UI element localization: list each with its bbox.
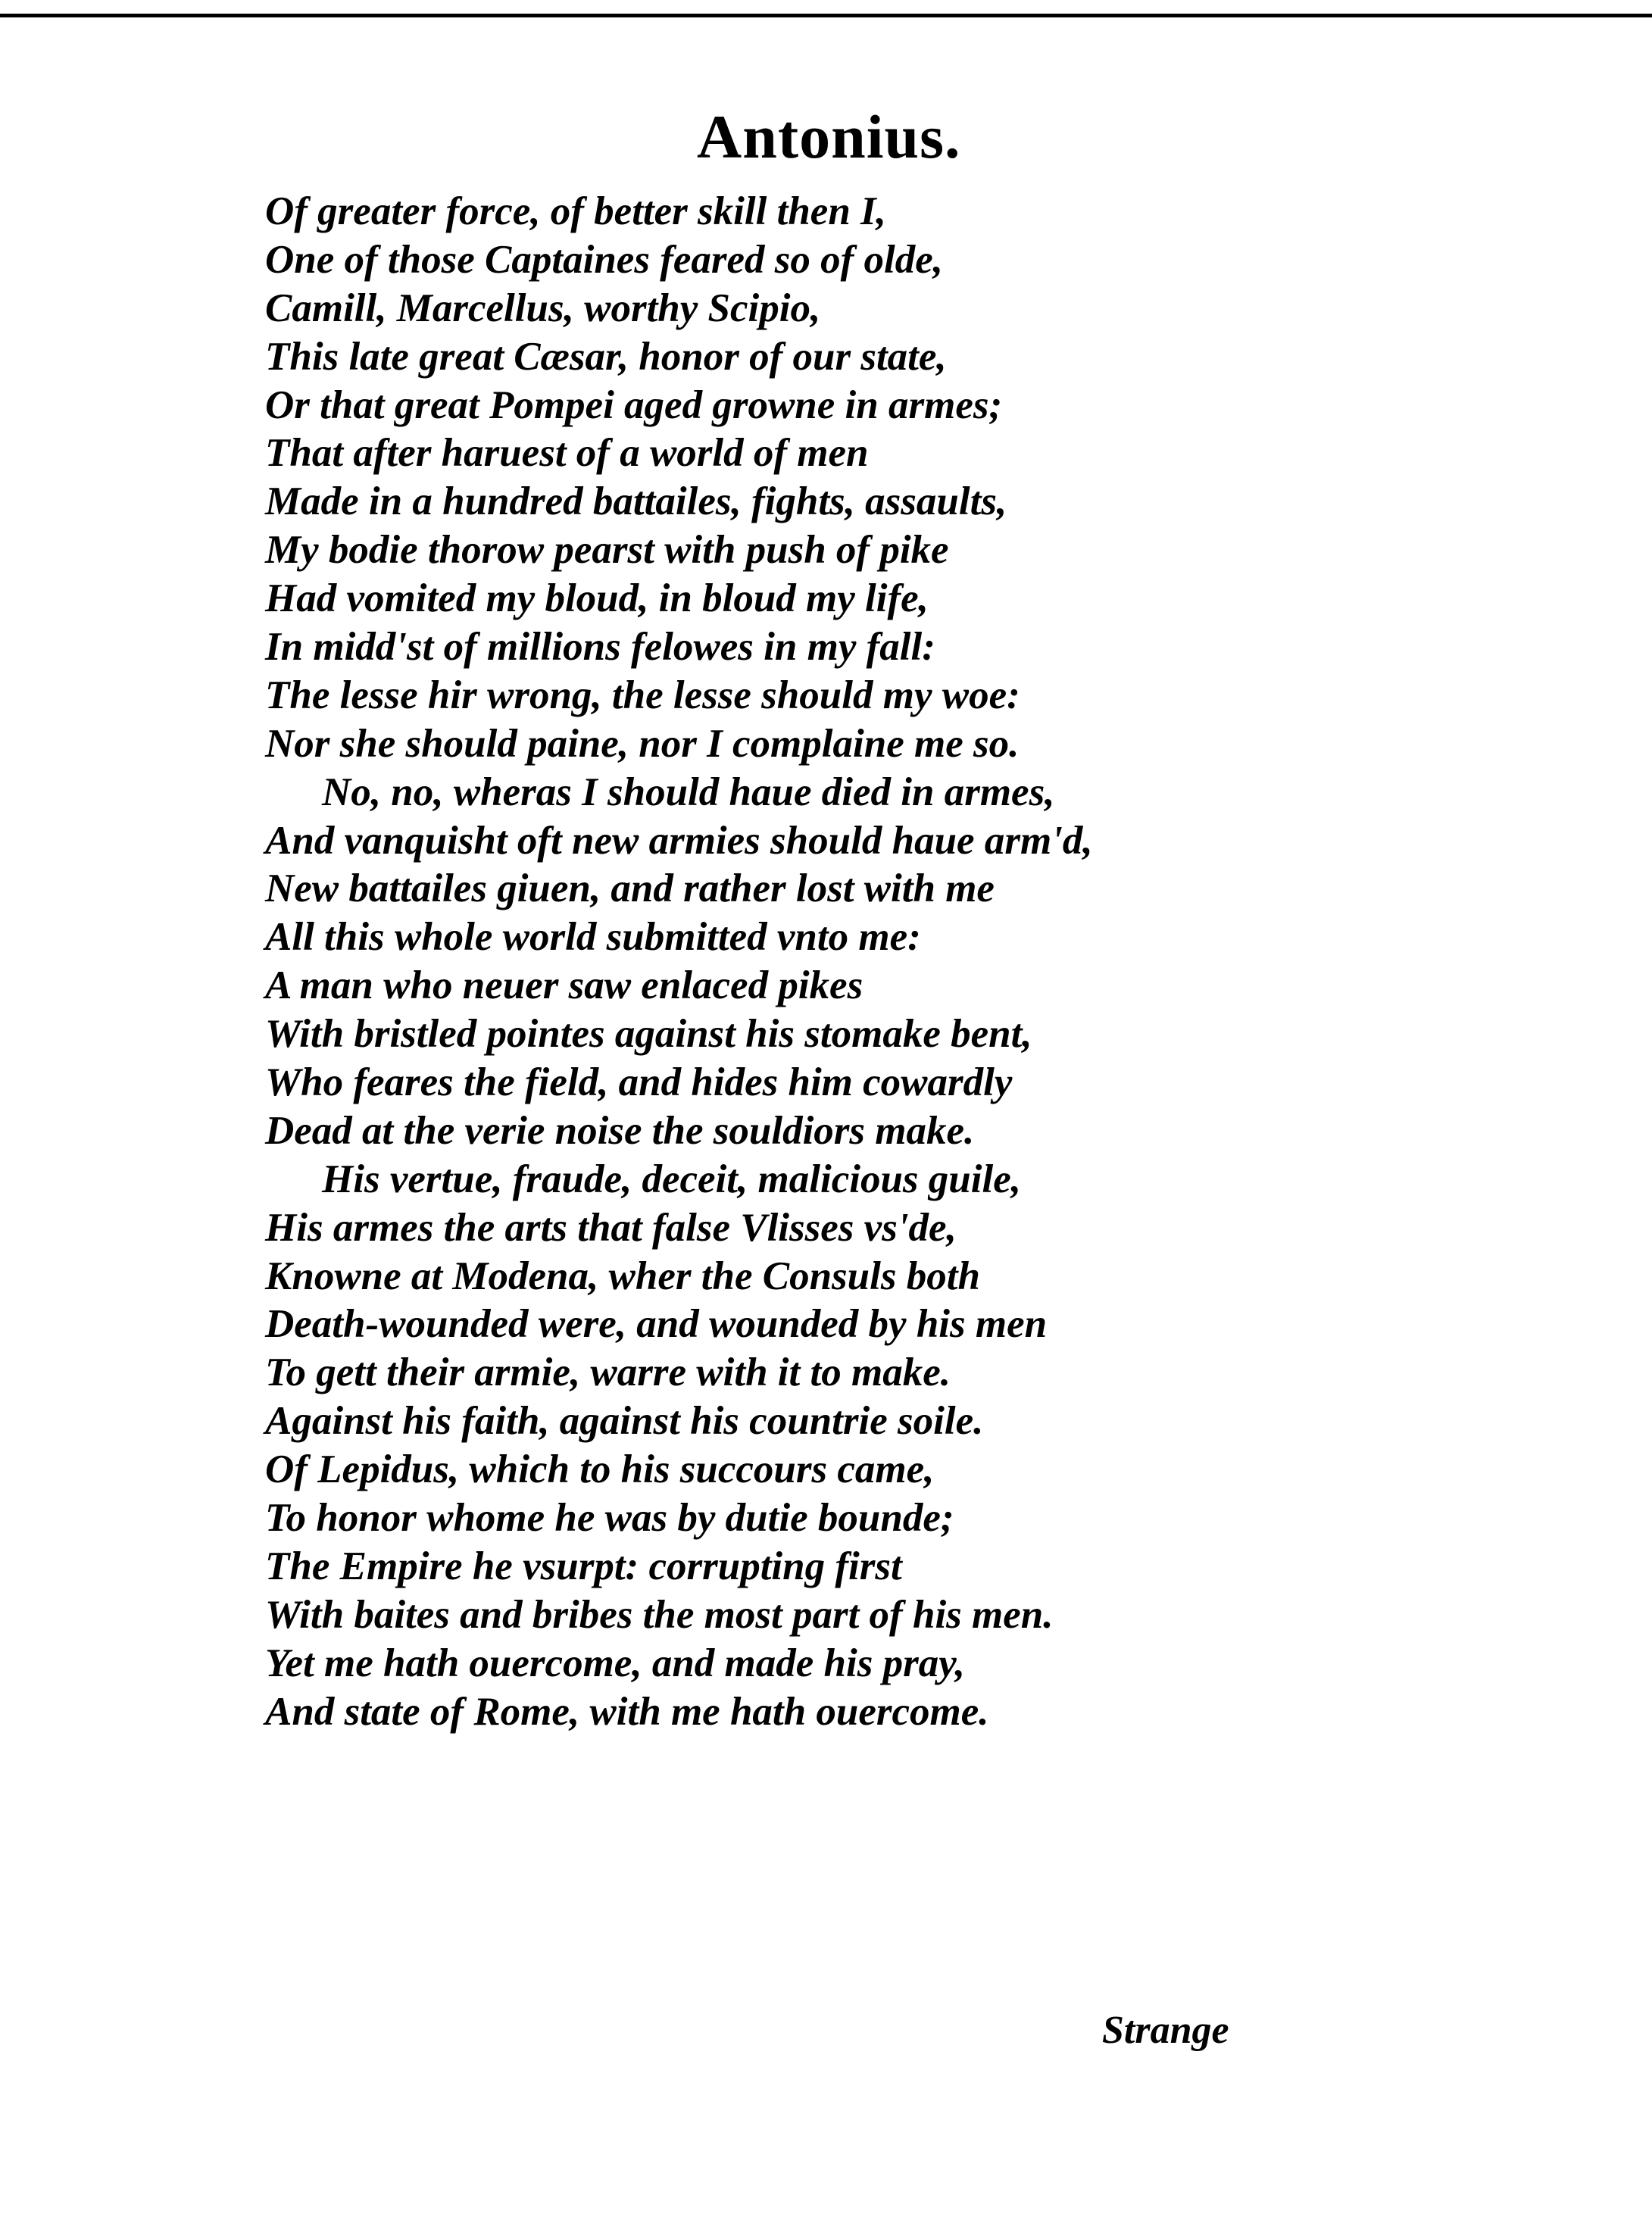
verse-line: The Empire he vsurpt: corrupting first	[265, 1544, 902, 1588]
verse-line: Death-wounded were, and wounded by his men	[265, 1302, 1048, 1347]
verse-line: This late great Cæsar, honor of our state,	[265, 334, 947, 379]
verse-line: New battailes giuen, and rather lost with me	[265, 867, 995, 911]
verse-line: And state of Rome, with me hath ouercome.	[265, 1689, 989, 1734]
verse-line: And vanquisht oft new armies should haue arm'd,	[265, 818, 1093, 863]
verse-line: No, no, wheras I should haue died in armes,	[322, 770, 1055, 814]
verse-line: Dead at the verie noise the souldiors make.	[265, 1108, 975, 1153]
verse-line: To honor whome he was by dutie bounde;	[265, 1496, 954, 1541]
top-rule	[0, 14, 1652, 17]
verse-line: The lesse hir wrong, the lesse should my woe:	[265, 673, 1020, 717]
verse-line: Nor she should paine, nor I complaine me so.	[265, 721, 1020, 766]
verse-line: One of those Captaines feared so of olde,	[265, 237, 944, 282]
verse-line: In midd'st of millions felowes in my fall:	[265, 625, 935, 670]
verse-line: That after haruest of a world of men	[265, 431, 869, 476]
verse-line: Against his faith, against his countrie soile.	[265, 1399, 984, 1444]
verse-line: Yet me hath ouercome, and made his pray,	[265, 1641, 966, 1685]
verse-line: Knowne at Modena, wher the Consuls both	[265, 1254, 980, 1298]
verse-line: A man who neuer saw enlaced pikes	[265, 963, 863, 1008]
verse-line: All this whole world submitted vnto me:	[265, 915, 921, 960]
verse-line: Who feares the field, and hides him cowardly	[265, 1060, 1013, 1105]
verse-line: Of greater force, of better skill then I,	[265, 189, 886, 233]
verse-line: My bodie thorow pearst with push of pike	[265, 528, 949, 573]
catchword: Strange	[1102, 2009, 1229, 2052]
verse-line: Made in a hundred battailes, fights, assaults,	[265, 479, 1007, 524]
page-header: Antonius.	[697, 102, 961, 171]
verse-line: His vertue, fraude, deceit, malicious guile,	[322, 1157, 1021, 1201]
verse-line: Had vomited my bloud, in bloud my life,	[265, 576, 929, 621]
verse-line: Of Lepidus, which to his succours came,	[265, 1447, 935, 1492]
verse-line: Or that great Pompei aged growne in armes;	[265, 383, 1003, 427]
verse-text	[265, 188, 1613, 1737]
verse-line: His armes the arts that false Vlisses vs'de,	[265, 1205, 957, 1250]
verse-line: Camill, Marcellus, worthy Scipio,	[265, 286, 821, 330]
verse-line: With bristled pointes against his stomake bent,	[265, 1012, 1032, 1057]
verse-line: With baites and bribes the most part of his men.	[265, 1592, 1054, 1637]
verse-line: To gett their armie, warre with it to make.	[265, 1350, 951, 1395]
